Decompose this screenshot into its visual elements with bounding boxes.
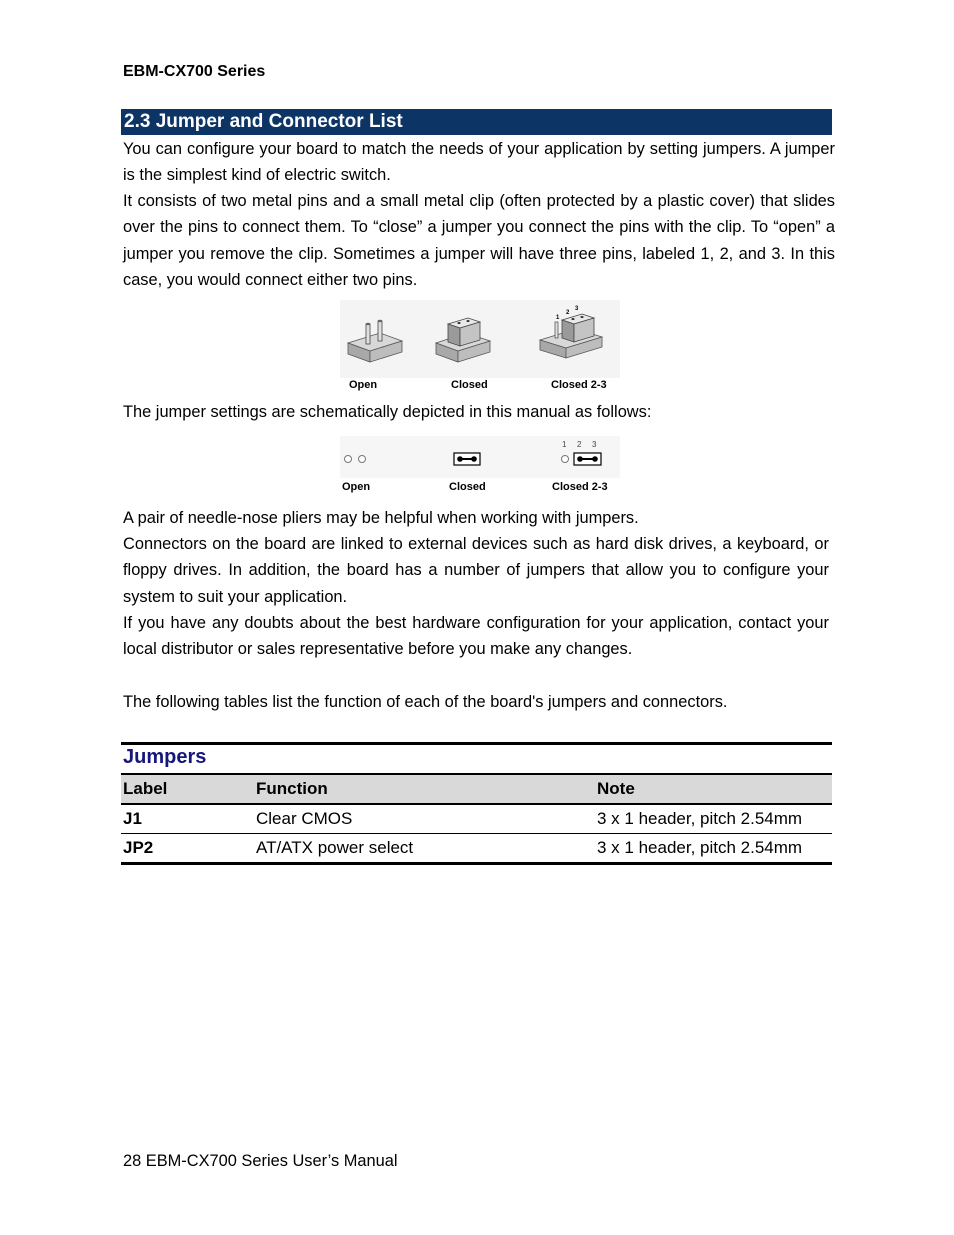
paragraph-schematic-intro: The jumper settings are schematically depicted in this manual as follows:	[123, 403, 652, 421]
page-footer: 28 EBM-CX700 Series User’s Manual	[123, 1152, 398, 1170]
header-note: Note	[597, 779, 635, 798]
header-function: Function	[256, 779, 328, 798]
jumper-3d-drawings	[340, 300, 620, 378]
pin-number-3: 3	[575, 306, 579, 312]
table-row	[121, 805, 832, 834]
running-header: EBM-CX700 Series	[123, 63, 266, 80]
cell-note: 3 x 1 header, pitch 2.54mm	[597, 838, 803, 857]
jumper-3d-figure	[340, 300, 620, 395]
fig2-label-closed: Closed	[449, 481, 486, 493]
table-top-rule	[121, 742, 832, 745]
jumpers-table	[121, 773, 832, 865]
paragraph-doubts: If you have any doubts about the best hardware configuration for your application, contact your local distributor or sales representative before you make any changes.	[123, 614, 829, 659]
paragraph-jumper-description: It consists of two metal pins and a small metal clip (often protected by a plastic cover) that slides over the pins to connect them. To “close” a jumper you connect the pins with the clip. To “open” a jumper you remove the clip. Sometimes a jumper will have three pins, labeled 1, 2, and 3. In this case, you would connect either two pins.	[123, 192, 835, 289]
header-label: Label	[123, 779, 168, 798]
jumper-schematic-drawings	[340, 436, 620, 478]
table-row	[121, 834, 832, 862]
cell-function: AT/ATX power select	[256, 838, 414, 857]
cell-label: J1	[123, 809, 142, 828]
schematic-pin-2: 2	[577, 440, 582, 449]
table-header-row	[121, 775, 832, 805]
schematic-closed	[454, 453, 480, 465]
jumpers-table-title: Jumpers	[123, 746, 207, 768]
paragraph-pliers: A pair of needle-nose pliers may be helpful when working with jumpers.	[123, 509, 639, 527]
cell-label: JP2	[123, 838, 154, 857]
fig1-label-open: Open	[349, 379, 378, 391]
fig1-label-closed-2-3: Closed 2-3	[551, 379, 607, 391]
fig1-label-closed: Closed	[451, 379, 488, 391]
fig2-label-closed-2-3: Closed 2-3	[552, 481, 608, 493]
section-title: 2.3 Jumper and Connector List	[124, 111, 403, 132]
cell-function: Clear CMOS	[256, 809, 353, 828]
schematic-pin-1: 1	[562, 440, 567, 449]
jumper-schematic-figure	[340, 436, 620, 497]
fig2-label-open: Open	[342, 481, 371, 493]
pin-number-1: 1	[556, 315, 560, 321]
paragraph-intro: You can configure your board to match the needs of your application by setting jumpers. A jumper is the simplest kind of electric switch.	[123, 140, 835, 185]
pin-number-2: 2	[566, 310, 570, 316]
paragraph-tables-intro: The following tables list the function of each of the board's jumpers and connectors.	[123, 693, 728, 711]
section-heading-bar	[121, 109, 832, 135]
cell-note: 3 x 1 header, pitch 2.54mm	[597, 809, 803, 828]
paragraph-connectors: Connectors on the board are linked to external devices such as hard disk drives, a keyboard, or floppy drives. In addition, the board has a number of jumpers that allow you to configure your system to suit your application.	[123, 535, 829, 606]
schematic-pin-3: 3	[592, 440, 597, 449]
